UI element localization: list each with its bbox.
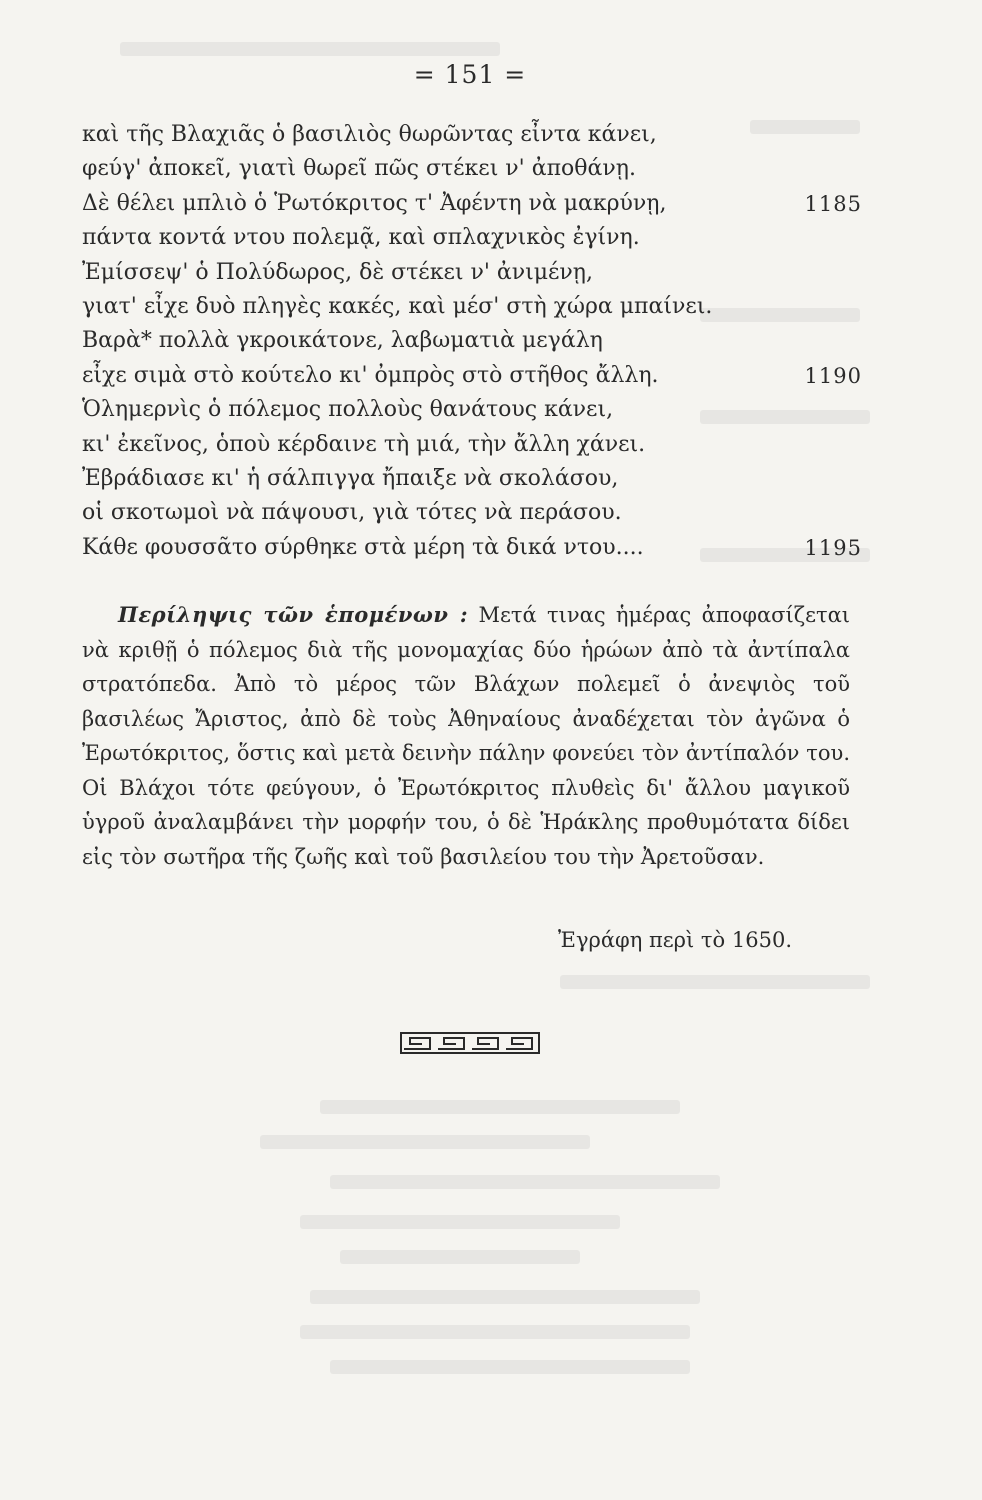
verse-line	[82, 221, 862, 255]
greek-key-ornament-icon	[400, 1032, 540, 1054]
verse-text: Ὁλημερνὶς ὁ πόλεμος πολλοὺς θανάτους κάνει,	[82, 397, 614, 423]
verse-line	[82, 256, 862, 290]
verse-text: κι' ἐκεῖνος, ὁποὺ κέρδαινε τὴ μιά, τὴν ἄλλη χάνει.	[82, 431, 646, 457]
verse-text: καὶ τῆς Βλαχιᾶς ὁ βασιλιὸς θωρῶντας εἶντα κάνει,	[82, 122, 657, 147]
verse-line	[82, 187, 862, 221]
line-number: 1195	[804, 535, 862, 560]
verse-line	[82, 428, 862, 462]
verse-line	[82, 290, 862, 324]
verse-text: Ἐβράδιασε κι' ἡ σάλπιγγα ἤπαιξε νὰ σκολάσου,	[82, 465, 619, 491]
verse-line	[82, 462, 862, 496]
summary-paragraph	[82, 598, 850, 874]
verse-text: Ἐμίσσεψ' ὁ Πολύδωρος, δὲ στέκει ν' ἀνιμένῃ,	[82, 259, 593, 285]
verse-text: πάντα κοντά ντου πολεμᾷ, καὶ σπλαχνικὸς ἐγίνη.	[82, 225, 640, 251]
line-number: 1190	[804, 363, 862, 388]
page-number: = 151 =	[413, 60, 527, 89]
verse-line	[82, 531, 862, 565]
verse-line	[82, 324, 862, 358]
verse-text: Δὲ θέλει μπλιὸ ὁ Ῥωτόκριτος τ' Ἀφέντη νὰ μακρύνῃ,	[82, 190, 667, 216]
line-number: 1185	[804, 191, 862, 216]
verse-text: φεύγ' ἀποκεῖ, γιατὶ θωρεῖ πῶς στέκει ν' ἀποθάνῃ.	[82, 156, 636, 182]
verse-line	[82, 496, 862, 530]
summary-body: Μετά τινας ἡμέρας ἀποφασίζεται νὰ κριθῇ ὁ πόλεμος διὰ τῆς μονομαχίας δύο ἡρώων ἀπὸ τὰ ἀντίπαλα στρατόπεδα. Ἀπὸ τὸ μέρος τῶν Βλάχων πολεμεῖ ὁ ἀνεψιὸς τοῦ βασιλέως Ἄριστος, ἀπὸ δὲ τοὺς Ἀθηναίους ἀναδέχεται τὸν ἀγῶνα ὁ Ἐρωτόκριτος, ὅστις καὶ μετὰ δεινὴν πάλην φονεύει τὸν ἀντίπαλόν του. Οἱ Βλάχοι τότε φεύγουν, ὁ Ἐρωτόκριτος πλυθεὶς δι' ἄλλου μαγικοῦ ὑγροῦ ἀναλαμβάνει τὴν μορφήν του, ὁ δὲ Ἡράκλης προθυμότατα δίδει εἰς τὸν σωτῆρα τῆς ζωῆς καὶ τοῦ βασιλείου του τὴν Ἀρετοῦσαν.	[82, 603, 850, 869]
verse-text: Κάθε φουσσᾶτο σύρθηκε στὰ μέρη τὰ δικά ντου....	[82, 534, 644, 560]
verse-line	[82, 118, 862, 152]
verse-text: γιατ' εἶχε δυὸ πληγὲς κακές, καὶ μέσ' στὴ χώρα μπαίνει.	[82, 293, 713, 319]
verse-text: εἶχε σιμὰ στὸ κούτελο κι' ὀμπρὸς στὸ στῆθος ἄλλη.	[82, 362, 659, 388]
dating-note: Ἐγράφη περὶ τὸ 1650.	[558, 928, 792, 952]
poem-verses	[82, 118, 862, 565]
verse-text: Βαρὰ* πολλὰ γκροικάτονε, λαβωματιὰ μεγάλη	[82, 328, 603, 354]
verse-line	[82, 393, 862, 427]
verse-line	[82, 152, 862, 186]
verse-line	[82, 359, 862, 393]
verse-text: οἱ σκοτωμοὶ νὰ πάψουσι, γιὰ τότες νὰ περάσου.	[82, 500, 622, 526]
summary-heading: Περίληψις τῶν ἑπομένων :	[118, 602, 469, 627]
